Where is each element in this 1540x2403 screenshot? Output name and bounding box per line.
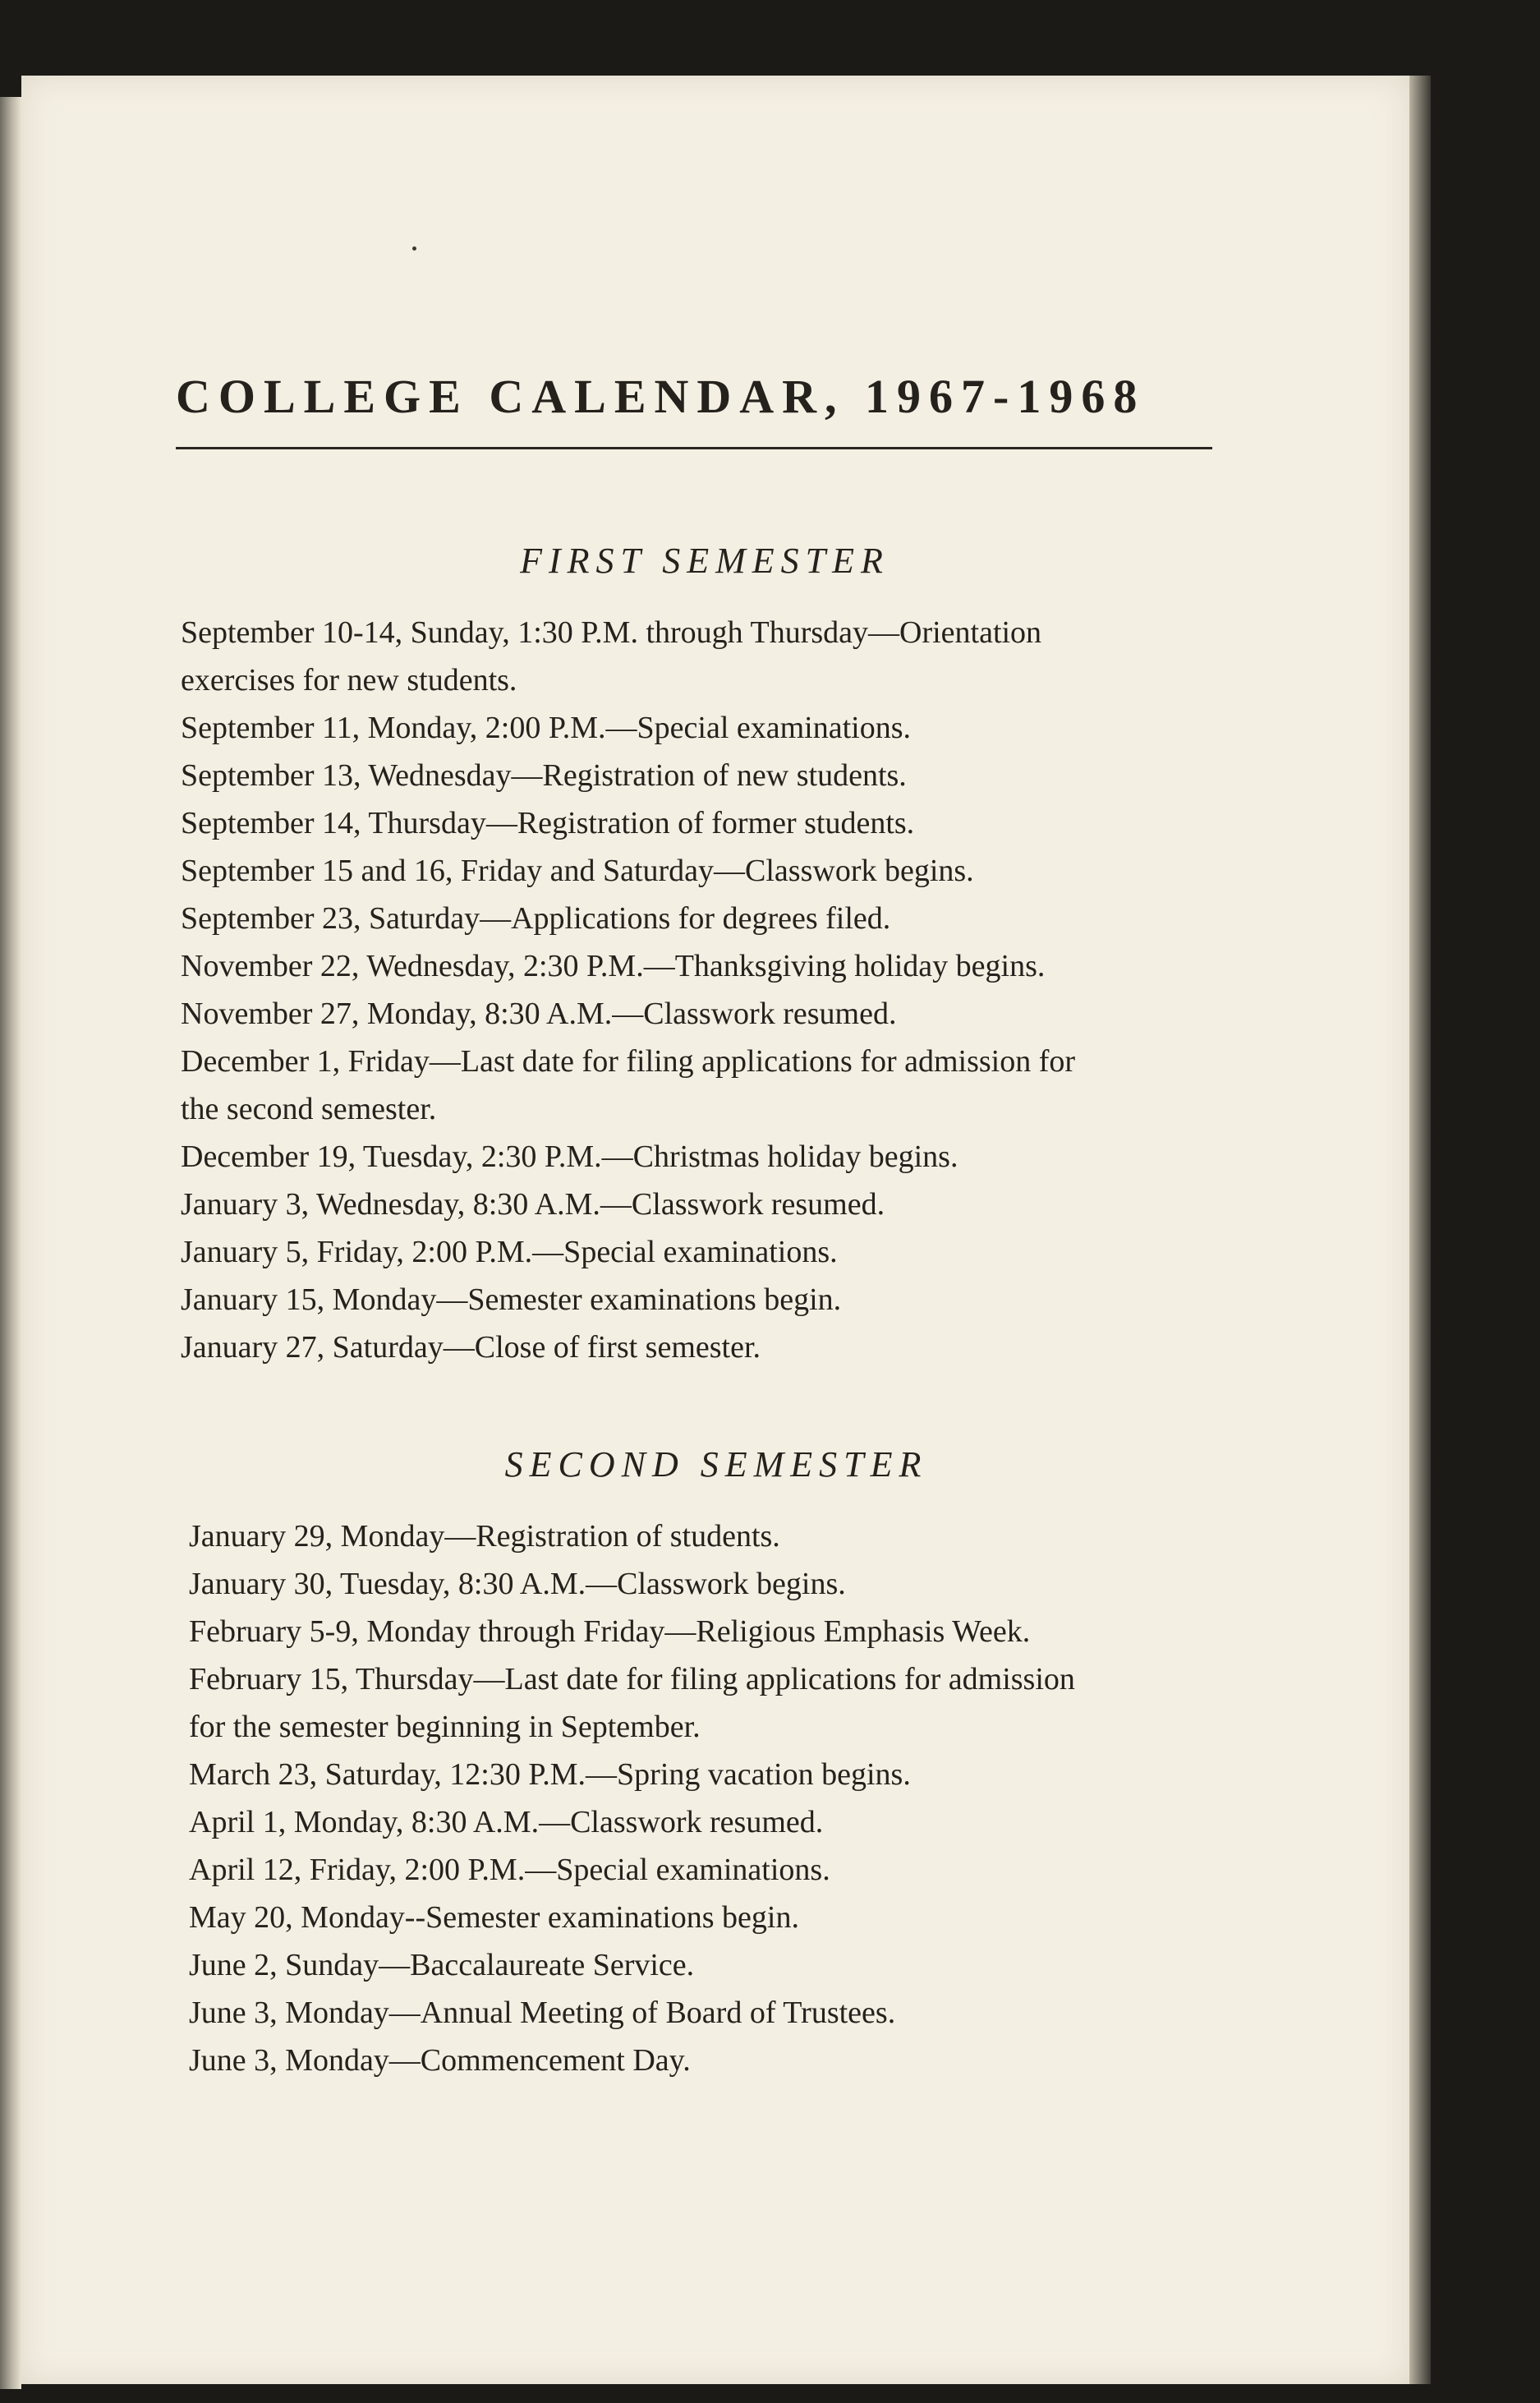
entry-text: June 3, Monday—Commencement Day. [189, 2043, 691, 2078]
entry-text: September 13, Wednesday—Registration of new students. [181, 758, 907, 793]
page-right-shadow [1409, 76, 1431, 2384]
calendar-entry [181, 704, 1243, 752]
calendar-entry [181, 799, 1243, 847]
entry-text: January 5, Friday, 2:00 P.M.—Special examinations. [181, 1235, 838, 1269]
calendar-entry [189, 2037, 1243, 2084]
first-semester-heading: FIRST SEMESTER [520, 541, 890, 581]
entry-text: March 23, Saturday, 12:30 P.M.—Spring vacation begins. [189, 1757, 911, 1792]
entry-text: November 27, Monday, 8:30 A.M.—Classwork resumed. [181, 997, 897, 1031]
calendar-entry [181, 895, 1243, 942]
calendar-entry [189, 1894, 1243, 1941]
calendar-entry [181, 752, 1243, 799]
entry-text: April 12, Friday, 2:00 P.M.—Special examinations. [189, 1853, 830, 1887]
entry-text: January 15, Monday—Semester examinations begin. [181, 1282, 842, 1317]
title-rule [176, 447, 1212, 449]
entry-text: November 22, Wednesday, 2:30 P.M.—Thanksgiving holiday begins. [181, 949, 1046, 983]
calendar-entry [189, 1798, 1243, 1846]
calendar-entry [189, 1941, 1243, 1989]
entry-text: September 15 and 16, Friday and Saturday—Classwork begins. [181, 854, 974, 888]
calendar-entry [189, 1512, 1243, 1560]
entry-text: January 27, Saturday—Close of first semester. [181, 1330, 761, 1365]
calendar-entry [181, 990, 1243, 1038]
calendar-entry [181, 1038, 1243, 1133]
entry-text: December 1, Friday—Last date for filing applications for admission for [181, 1044, 1076, 1079]
page-left-edge [0, 97, 21, 2389]
calendar-entry [181, 847, 1243, 895]
entry-text: April 1, Monday, 8:30 A.M.—Classwork resumed. [189, 1805, 824, 1839]
entry-continuation: the second semester. [181, 1092, 437, 1126]
calendar-entry [189, 1989, 1243, 2037]
entry-text: June 3, Monday—Annual Meeting of Board of Trustees. [189, 1996, 896, 2030]
calendar-entry [181, 1276, 1243, 1323]
calendar-entry [181, 1323, 1243, 1371]
entry-text: January 3, Wednesday, 8:30 A.M.—Classwork resumed. [181, 1187, 885, 1222]
calendar-entry [189, 1751, 1243, 1798]
entry-text: September 14, Thursday—Registration of former students. [181, 806, 915, 840]
second-semester-heading: SECOND SEMESTER [504, 1444, 928, 1485]
entry-text: September 10-14, Sunday, 1:30 P.M. through Thursday—Orientation [181, 615, 1042, 650]
entry-text: January 29, Monday—Registration of students. [189, 1519, 780, 1554]
entry-text: September 11, Monday, 2:00 P.M.—Special examinations. [181, 711, 912, 745]
entry-continuation: for the semester beginning in September. [189, 1710, 701, 1744]
calendar-entry [181, 609, 1243, 704]
entry-text: December 19, Tuesday, 2:30 P.M.—Christmas holiday begins. [181, 1139, 958, 1174]
entry-text: February 15, Thursday—Last date for filing applications for admission [189, 1662, 1075, 1696]
entry-text: June 2, Sunday—Baccalaureate Service. [189, 1948, 695, 1982]
calendar-page [21, 76, 1409, 2384]
calendar-entry [189, 1608, 1243, 1655]
calendar-entry [189, 1846, 1243, 1894]
calendar-entry [189, 1655, 1243, 1751]
calendar-entry [181, 1133, 1243, 1181]
calendar-entry [181, 1181, 1243, 1228]
entry-text: January 30, Tuesday, 8:30 A.M.—Classwork begins. [189, 1567, 846, 1601]
entry-text: February 5-9, Monday through Friday—Religious Emphasis Week. [189, 1614, 1031, 1649]
ink-speck [412, 246, 416, 251]
first-semester-list [159, 609, 1243, 1371]
entry-text: September 23, Saturday—Applications for degrees filed. [181, 901, 891, 936]
page-title: COLLEGE CALENDAR, 1967-1968 [176, 370, 1146, 423]
calendar-entry [181, 1228, 1243, 1276]
entry-continuation: exercises for new students. [181, 663, 517, 697]
page-content [159, 296, 1243, 2084]
second-semester-list [159, 1512, 1243, 2084]
calendar-entry [189, 1560, 1243, 1608]
entry-text: May 20, Monday--Semester examinations begin. [189, 1900, 799, 1935]
calendar-entry [181, 942, 1243, 990]
